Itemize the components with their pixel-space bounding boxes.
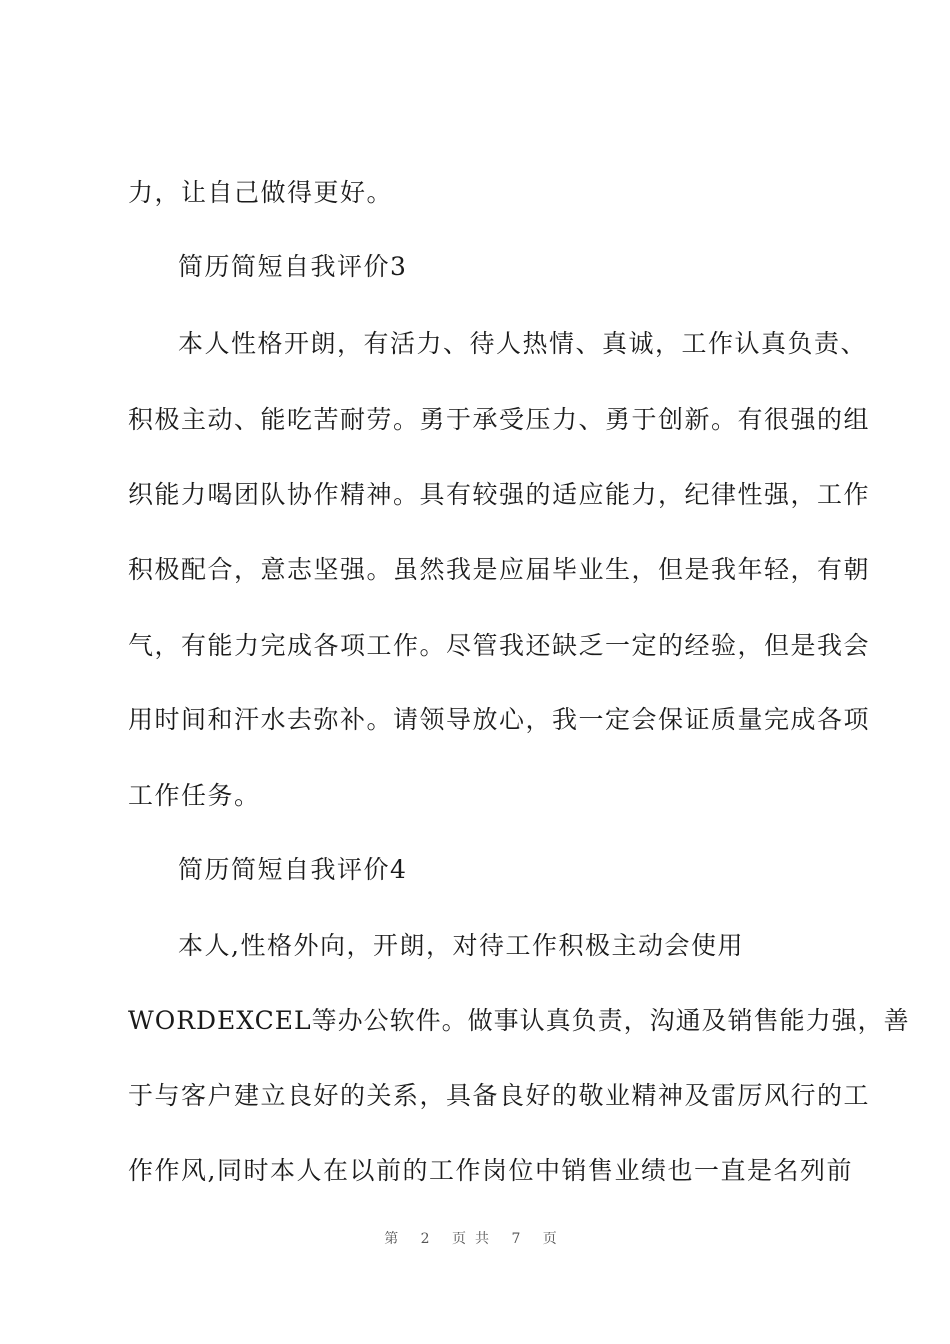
text-line: 作作风,同时本人在以前的工作岗位中销售业绩也一直是名列前 [128,1156,853,1185]
text-line: 工作任务。 [128,781,261,810]
text-line: 积极配合，意志坚强。虽然我是应届毕业生，但是我年轻，有朝 [128,555,871,584]
page-number-footer: 第 2 页共 7 页 [384,1231,566,1247]
text-line: 用时间和汗水去弥补。请领导放心，我一定会保证质量完成各项 [128,705,871,734]
section-heading: 简历简短自我评价3 [178,252,408,281]
text-line: 本人,性格外向，开朗，对待工作积极主动会使用 [178,931,744,960]
text-line: 力，让自己做得更好。 [128,178,394,207]
text-line: 本人性格开朗，有活力、待人热情、真诚，工作认真负责、 [178,329,868,358]
text-line: 积极主动、能吃苦耐劳。勇于承受压力、勇于创新。有很强的组 [128,405,871,434]
text-line: 气，有能力完成各项工作。尽管我还缺乏一定的经验，但是我会 [128,631,871,660]
text-line: 于与客户建立良好的关系，具备良好的敬业精神及雷厉风行的工 [128,1081,871,1110]
section-heading: 简历简短自我评价4 [178,855,408,884]
text-line: WORDEXCEL等办公软件。做事认真负责，沟通及销售能力强，善 [128,1006,910,1035]
text-line: 织能力喝团队协作精神。具有较强的适应能力，纪律性强，工作 [128,480,871,509]
